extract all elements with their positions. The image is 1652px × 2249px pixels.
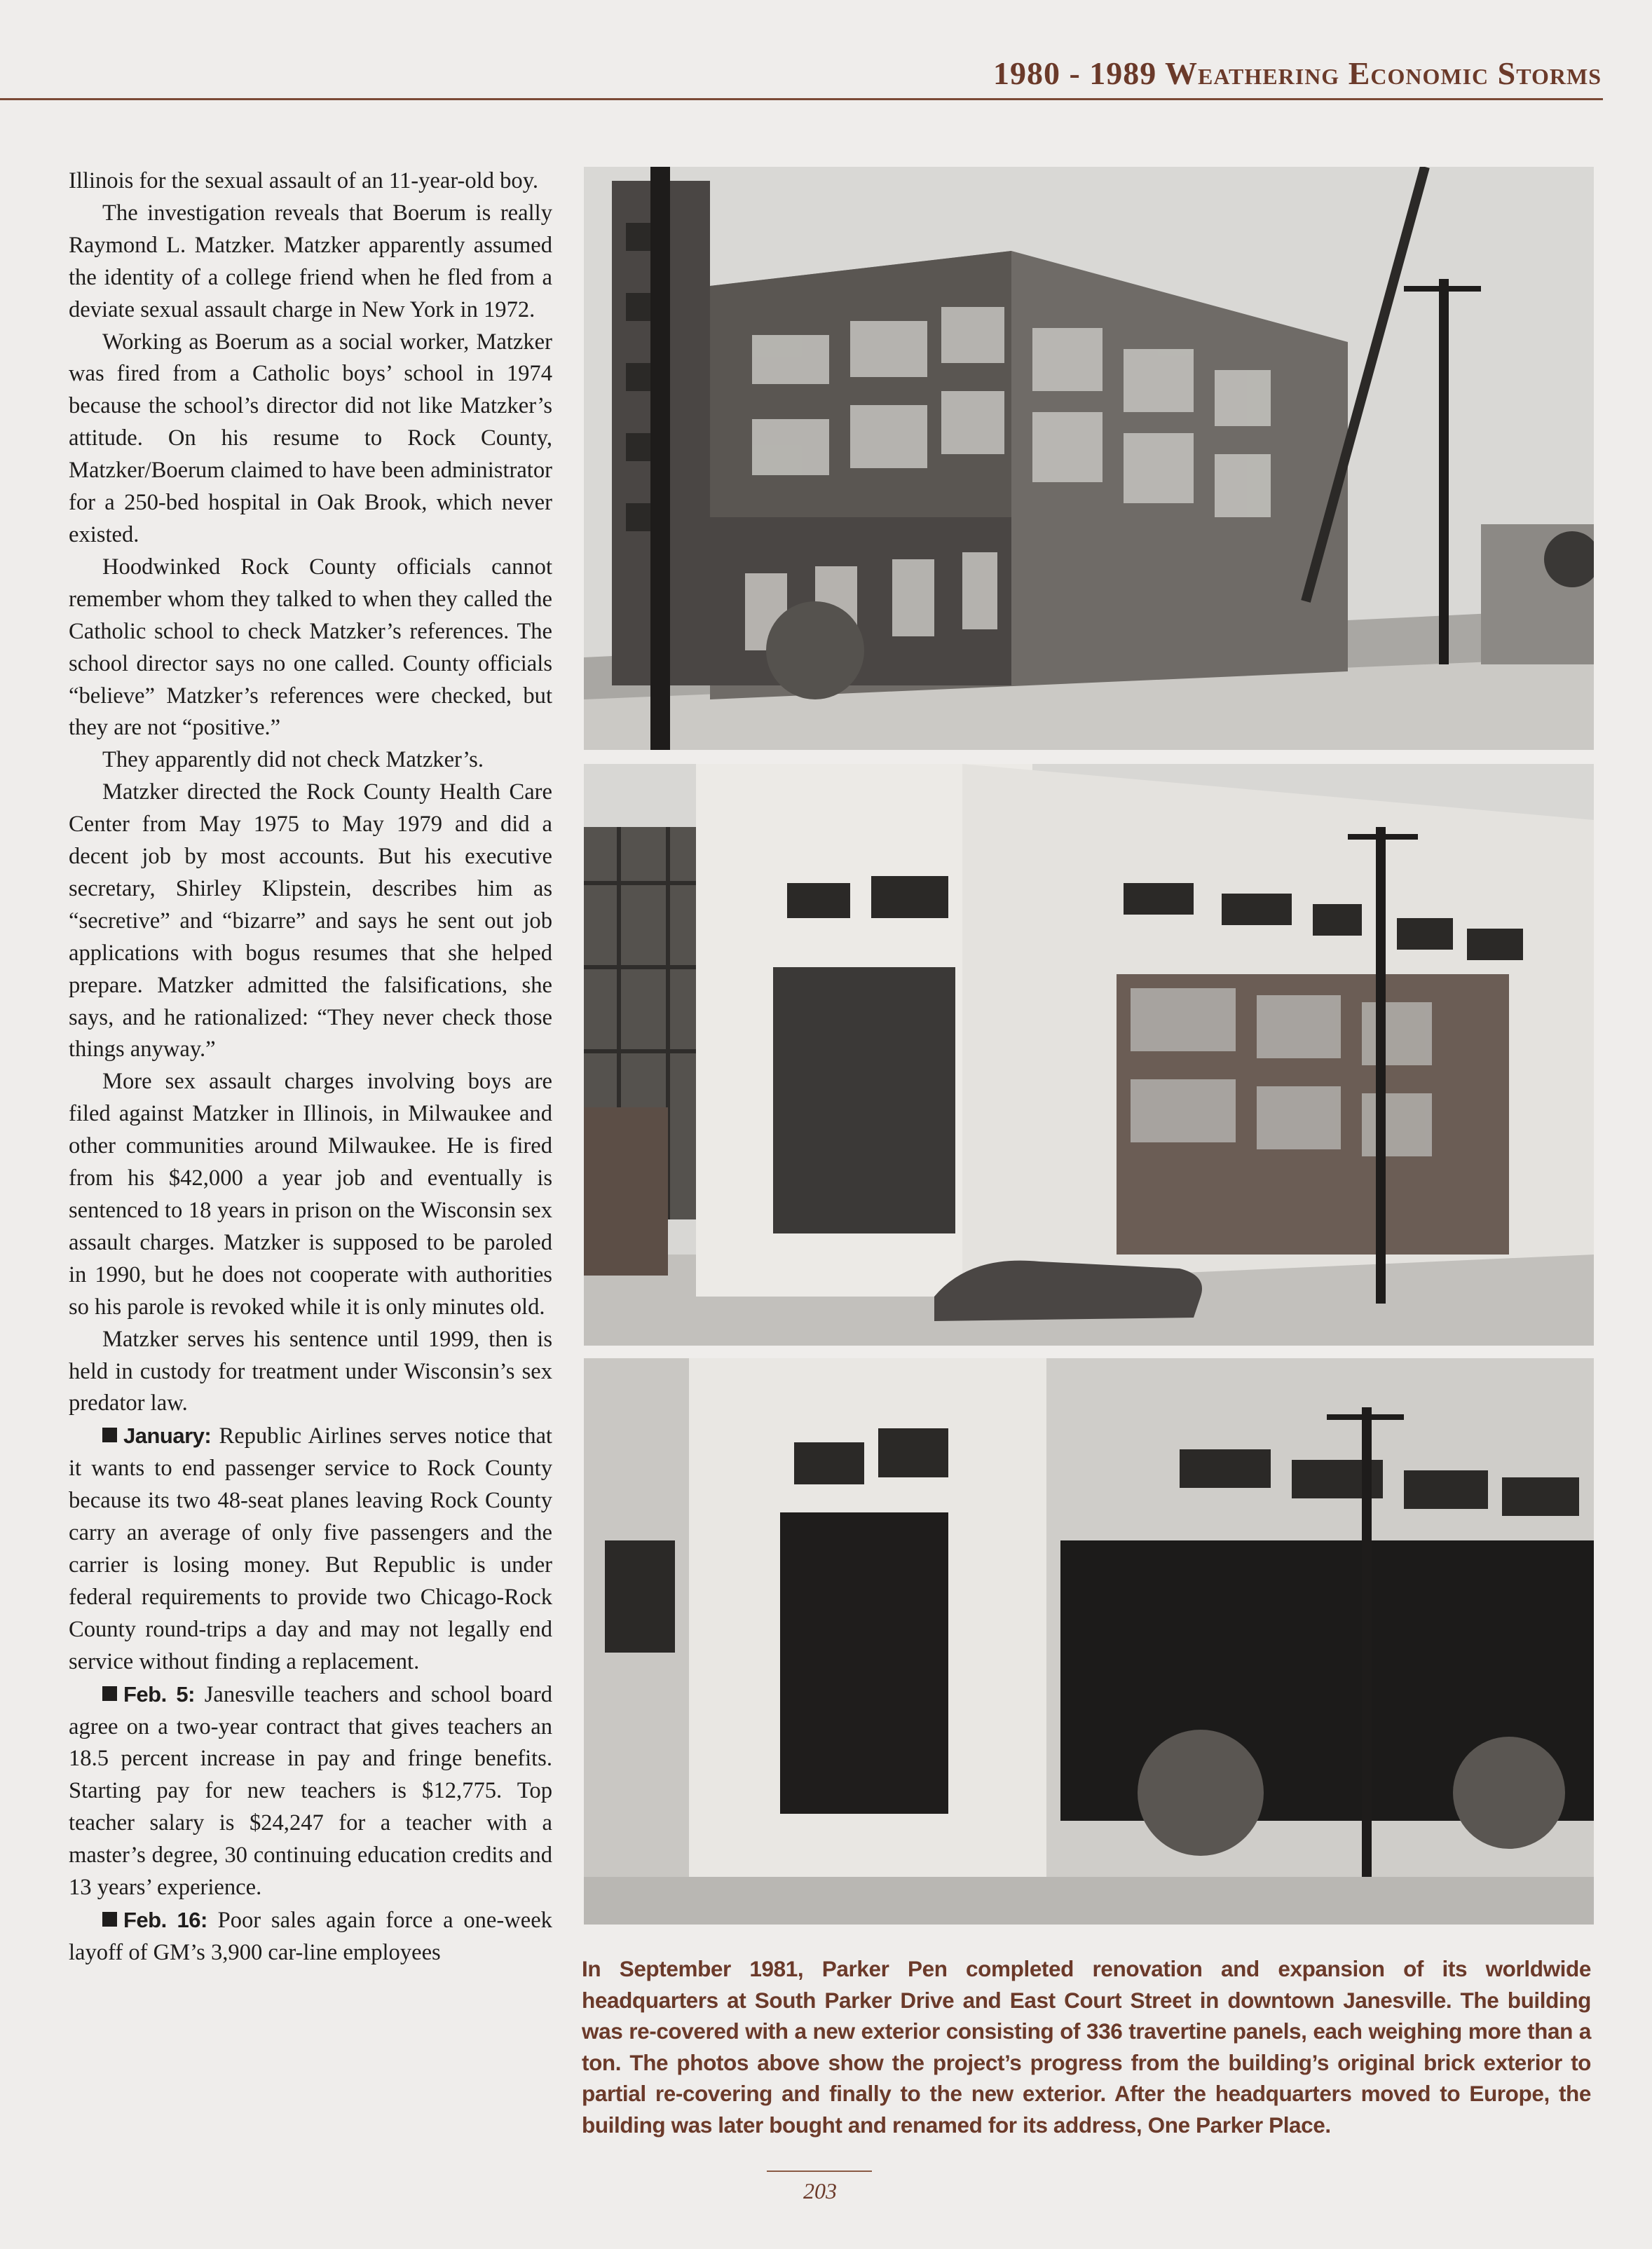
footer-rule <box>767 2171 872 2172</box>
entry-date: Feb. 5: <box>123 1681 195 1707</box>
paragraph: Illinois for the sexual assault of an 11-year-old boy. <box>69 168 539 193</box>
article-column <box>69 165 552 1969</box>
running-header: 1980 - 1989 Weathering Economic Storms <box>992 55 1602 91</box>
chronology-entry <box>69 1679 552 1904</box>
square-bullet-icon <box>102 1686 117 1701</box>
paragraph: Matzker directed the Rock County Health Care Center from May 1975 to May 1979 and did a decent job by most accounts. But his executive secretary, Shirley Klipstein, describes him as “secretive” and “bizarre” and says he sent out job applications with bogus resumes that she helped prepare. Matzker admitted the falsifications, she says, and he rationalized: “They never check those things anyway.” <box>69 779 552 1062</box>
paragraph: Matzker serves his sentence until 1999, then is held in custody for treatment under Wisconsin’s sex predator law. <box>69 1326 552 1416</box>
entry-date: January: <box>123 1423 212 1449</box>
chronology-entry <box>69 1904 552 1969</box>
photo-original-brick-building <box>584 167 1594 750</box>
photo-new-exterior <box>584 1358 1594 1925</box>
square-bullet-icon <box>102 1912 117 1927</box>
entry-text: Janesville teachers and school board agree on a two-year contract that gives teachers an 18.5 percent increase in pay and fringe benefits. Starting pay for new teachers is $12,775. Top teacher salary is $24,247 for a teacher with a master’s degree, 30 continuing education credits and 13 years’ experience. <box>69 1681 552 1901</box>
entry-date: Feb. 16: <box>123 1907 207 1932</box>
header-rule <box>0 98 1603 100</box>
photo-caption: In September 1981, Parker Pen completed renovation and expansion of its worldwide headquarters at South Parker Drive and East Court Street in downtown Janesville. The building was re-covered with a new exterior consisting of 336 travertine panels, each weighing more than a ton. The photos above show the project’s progress from the building’s original brick exterior to partial re-covering and finally to the new exterior. After the headquarters moved to Europe, the building was later bought and renamed for its address, One Parker Place. <box>582 1956 1591 2138</box>
chronology-entry <box>69 1420 552 1678</box>
photo-partial-recovering <box>584 764 1594 1346</box>
entry-text: Poor sales again force a one-week layoff of GM’s 3,900 car-line employees <box>69 1907 552 1965</box>
paragraph: They apparently did not check Matzker’s. <box>102 747 484 773</box>
paragraph: More sex assault charges involving boys are filed against Matzker in Illinois, in Milwaukee and other communities around Milwaukee. He is fired from his $42,000 a year job and eventually is sentenced to 18 years in prison on the Wisconsin sex assault charges. Matzker is supposed to be paroled in 1990, but he does not cooperate with authorities so his parole is revoked while it is only minutes old. <box>69 1069 552 1320</box>
entry-text: Republic Airlines serves notice that it wants to end passenger service to Rock County because its two 48-seat planes leaving Rock County carry an average of only five passengers and the carrier is losing money. But Republic is under federal requirements to provide two Chicago-Rock County round-trips a day and may not legally end service without finding a replacement. <box>69 1423 552 1674</box>
paragraph: Working as Boerum as a social worker, Matzker was fired from a Catholic boys’ school in 1974 because the school’s director did not like Matzker’s attitude. On his resume to Rock County, Matzker/Boerum claimed to have been administrator for a 250-bed hospital in Oak Brook, which never existed. <box>69 329 552 547</box>
page-number: 203 <box>803 2178 837 2203</box>
paragraph: Hoodwinked Rock County officials cannot remember whom they talked to when they called the Catholic school to check Matzker’s references. The school director says no one called. County officials “believe” Matzker’s references were checked, but they are not “positive.” <box>69 554 552 741</box>
paragraph: The investigation reveals that Boerum is really Raymond L. Matzker. Matzker apparently assumed the identity of a college friend when he fled from a deviate sexual assault charge in New York in 1972. <box>69 200 552 322</box>
square-bullet-icon <box>102 1428 117 1442</box>
